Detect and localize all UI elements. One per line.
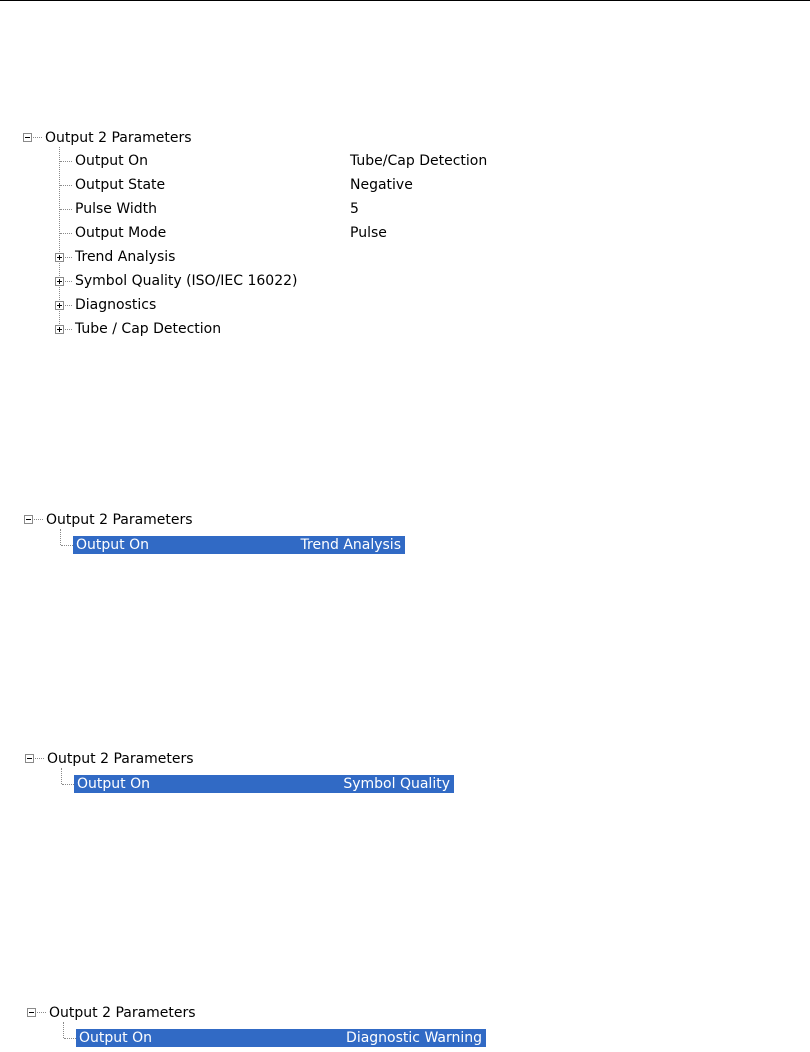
tree-root-label[interactable]: Output 2 Parameters (46, 512, 193, 528)
item-value: Symbol Quality (343, 776, 450, 792)
tree-group-tube-cap-detection[interactable]: Tube / Cap Detection (75, 321, 222, 337)
item-value: Diagnostic Warning (346, 1030, 482, 1046)
item-value: Tube/Cap Detection (350, 153, 488, 169)
tree-connector (34, 519, 43, 520)
item-label: Output On (76, 537, 149, 553)
item-value: Trend Analysis (300, 537, 401, 553)
tree-connector (35, 758, 44, 759)
tree-root-label[interactable]: Output 2 Parameters (45, 130, 192, 146)
tree-connector (62, 784, 74, 785)
item-label: Pulse Width (75, 201, 157, 217)
tree-connector (65, 281, 72, 282)
tree-connector (63, 1022, 64, 1038)
item-label: Output On (75, 153, 148, 169)
tree-connector (65, 257, 72, 258)
tree-group-diagnostics[interactable]: Diagnostics (75, 297, 157, 313)
tree-connector (65, 305, 72, 306)
expand-icon[interactable] (55, 277, 64, 286)
item-value: Negative (350, 177, 413, 193)
expand-icon[interactable] (55, 253, 64, 262)
tree-connector (65, 329, 72, 330)
collapse-icon[interactable] (27, 1008, 36, 1017)
tree-connector (60, 529, 61, 545)
tree-item-pulse-width[interactable] (75, 200, 575, 218)
tree-connector (64, 1038, 76, 1039)
item-value: Pulse (350, 225, 387, 241)
collapse-icon[interactable] (24, 515, 33, 524)
tree-group-trend-analysis[interactable]: Trend Analysis (75, 249, 176, 265)
item-label: Output On (79, 1030, 152, 1046)
item-value: 5 (350, 201, 359, 217)
tree-root-label[interactable]: Output 2 Parameters (47, 751, 194, 767)
tree-connector (60, 185, 72, 186)
tree-item-output-on-selected[interactable] (74, 775, 454, 793)
tree-item-output-state[interactable] (75, 176, 575, 194)
collapse-icon[interactable] (25, 754, 34, 763)
tree-connector (60, 233, 72, 234)
tree-root-label[interactable]: Output 2 Parameters (49, 1005, 196, 1021)
expand-icon[interactable] (55, 301, 64, 310)
item-label: Output On (77, 776, 150, 792)
tree-group-symbol-quality[interactable]: Symbol Quality (ISO/IEC 16022) (75, 273, 298, 289)
tree-item-output-on[interactable] (75, 152, 575, 170)
expand-icon[interactable] (55, 325, 64, 334)
tree-connector (37, 1012, 46, 1013)
tree-connector (60, 161, 72, 162)
tree-connector (60, 209, 72, 210)
tree-item-output-on-selected[interactable] (76, 1029, 486, 1047)
collapse-icon[interactable] (23, 133, 32, 142)
item-label: Output Mode (75, 225, 167, 241)
tree-item-output-mode[interactable] (75, 224, 575, 242)
tree-connector (61, 768, 62, 784)
tree-connector (33, 137, 42, 138)
tree-item-output-on-selected[interactable] (73, 536, 405, 554)
item-label: Output State (75, 177, 166, 193)
tree-connector (61, 545, 73, 546)
page-top-rule (0, 0, 810, 1)
